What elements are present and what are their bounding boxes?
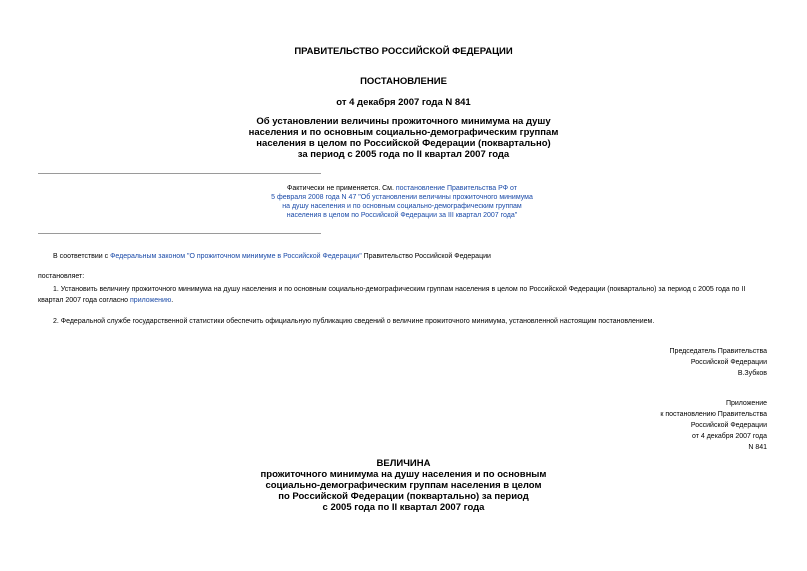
title-line: населения в целом по Российской Федерации (поквартально)	[256, 138, 551, 149]
document-title	[0, 116, 807, 160]
notice-link[interactable]: постановление Правительства РФ от	[395, 185, 517, 192]
appendix-link[interactable]: приложению	[130, 297, 172, 304]
item-1-end: .	[171, 297, 174, 304]
resolution-item-1	[38, 285, 778, 305]
status-notice	[229, 184, 575, 220]
signature-line: Российской Федерации	[690, 359, 767, 366]
signature-line: Председатель Правительства	[669, 348, 767, 355]
notice-link-line[interactable]: населения в целом по Российской Федерации за III квартал 2007 года"	[286, 212, 518, 219]
appendix-block	[467, 399, 767, 452]
divider-top	[38, 173, 321, 174]
document-date-number: от 4 декабря 2007 года N 841	[336, 97, 471, 108]
appendix-line: N 841	[748, 444, 767, 451]
item-1-line1: 1. Установить величину прожиточного минимума на душу населения и по основным социально-демографическим группам населения в целом по Российской Федерации (поквартально) за период с 2005 года по II	[53, 286, 746, 293]
annex-line: прожиточного минимума на душу населения и по основным	[260, 469, 547, 480]
federal-law-link[interactable]: Федеральным законом "О прожиточном минимуме в Российской Федерации"	[110, 253, 362, 260]
notice-prefix: Фактически не применяется. См.	[287, 185, 396, 192]
item-1-line2: квартал 2007 года согласно	[38, 297, 131, 304]
preamble-text: В соответствии с	[53, 253, 111, 260]
government-heading: ПРАВИТЕЛЬСТВО РОССИЙСКОЙ ФЕДЕРАЦИИ	[294, 46, 513, 57]
annex-heading: ВЕЛИЧИНА	[376, 458, 431, 469]
notice-link-line[interactable]: на душу населения и по основным социально-демографическим группам	[282, 203, 522, 210]
title-line: за период с 2005 года по II квартал 2007 года	[297, 149, 510, 160]
preamble	[53, 252, 491, 261]
appendix-line: Приложение	[725, 400, 767, 407]
appendix-line: Российской Федерации	[690, 422, 767, 429]
title-line: Об установлении величины прожиточного минимума на душу	[256, 116, 551, 127]
signature-name: В.Зубков	[737, 370, 767, 377]
annex-title	[0, 458, 807, 513]
preamble-text-end: Правительство Российской Федерации	[361, 253, 491, 260]
annex-line: с 2005 года по II квартал 2007 года	[322, 502, 485, 513]
document-type: ПОСТАНОВЛЕНИЕ	[360, 76, 447, 87]
annex-line: социально-демографическим группам населения в целом	[265, 480, 542, 491]
appendix-line: от 4 декабря 2007 года	[691, 433, 767, 440]
resolution-item-2: 2. Федеральной службе государственной статистики обеспечить официальную публикацию сведений о величине прожиточного минимума, установленной настоящим постановлением.	[53, 318, 655, 325]
annex-line: по Российской Федерации (поквартально) за период	[278, 491, 529, 502]
signature-block	[467, 347, 767, 378]
resolves-label: постановляет:	[38, 273, 85, 280]
appendix-line: к постановлению Правительства	[660, 411, 767, 418]
divider-bottom	[38, 233, 321, 234]
title-line: населения и по основным социально-демографическим группам	[248, 127, 559, 138]
notice-link-line[interactable]: 5 февраля 2008 года N 47 "Об установлении величины прожиточного минимума	[271, 194, 533, 201]
